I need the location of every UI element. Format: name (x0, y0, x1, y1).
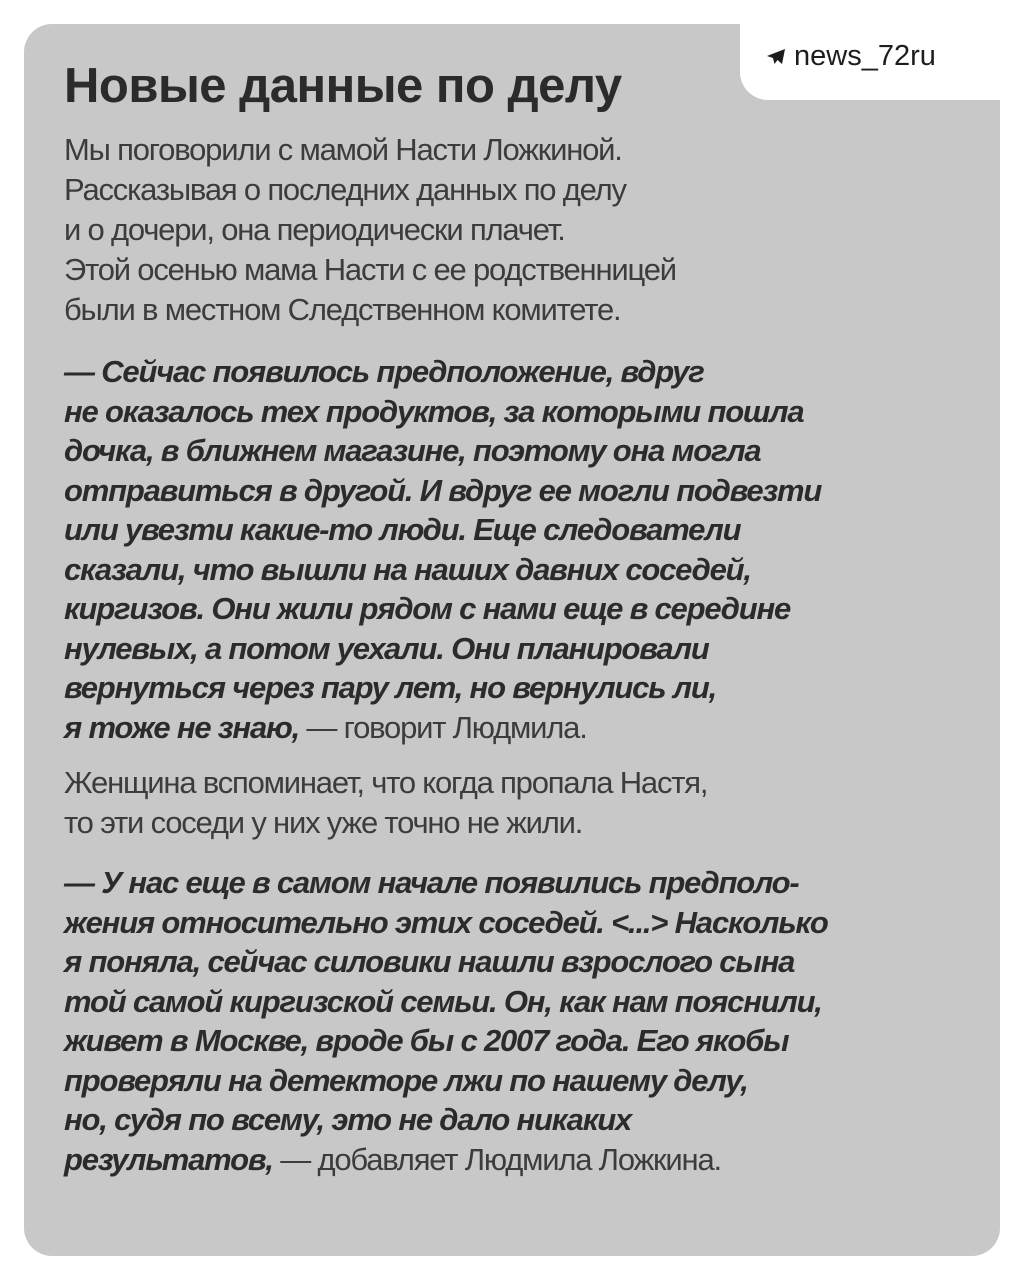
quote-block-1 (64, 352, 960, 747)
channel-badge[interactable] (740, 0, 1024, 100)
quote-block-2 (64, 863, 960, 1179)
article-card (24, 24, 1000, 1256)
intro-paragraph: Мы поговорили с мамой Насти Ложкиной. Рассказывая о последних данных по делу и о дочери, она периодически плачет. Этой осенью мама Насти с ее родственницей были в местном Следственном комитете. (64, 132, 676, 327)
middle-paragraph: Женщина вспоминает, что когда пропала Настя, то эти соседи у них уже точно не жили. (64, 765, 708, 840)
article-title: Новые данные по делу (64, 59, 622, 113)
quote-1-speech: — Сейчас появилось предположение, вдруг не оказалось тех продуктов, за которыми пошла дочка, в ближнем магазине, поэтому она могла отправиться в другой. И вдруг ее могли подвезти или увезти какие-то люди. Еще следователи сказали, что вышли на наших давних соседей, киргизов. Они жили рядом с нами еще в середине нулевых, а потом уехали. Они планировали вернуться через пару лет, но вернулись ли, я тоже не знаю, (64, 354, 822, 745)
quote-2-attribution: — добавляет Людмила Ложкина. (272, 1141, 721, 1177)
telegram-icon (766, 47, 786, 67)
quote-2-speech: — У нас еще в самом начале появились предполо- жения относительно этих соседей. <...> Насколько я поняла, сейчас силовики нашли взрослого сына той самой киргизской семьи. Он, как нам пояснили, живет в Москве, вроде бы с 2007 года. Его якобы проверяли на детекторе лжи по нашему делу, но, судя по всему, это не дало никаких результатов, (64, 865, 828, 1177)
channel-handle: news_72ru (794, 40, 936, 72)
quote-1-attribution: — говорит Людмила. (299, 709, 587, 745)
